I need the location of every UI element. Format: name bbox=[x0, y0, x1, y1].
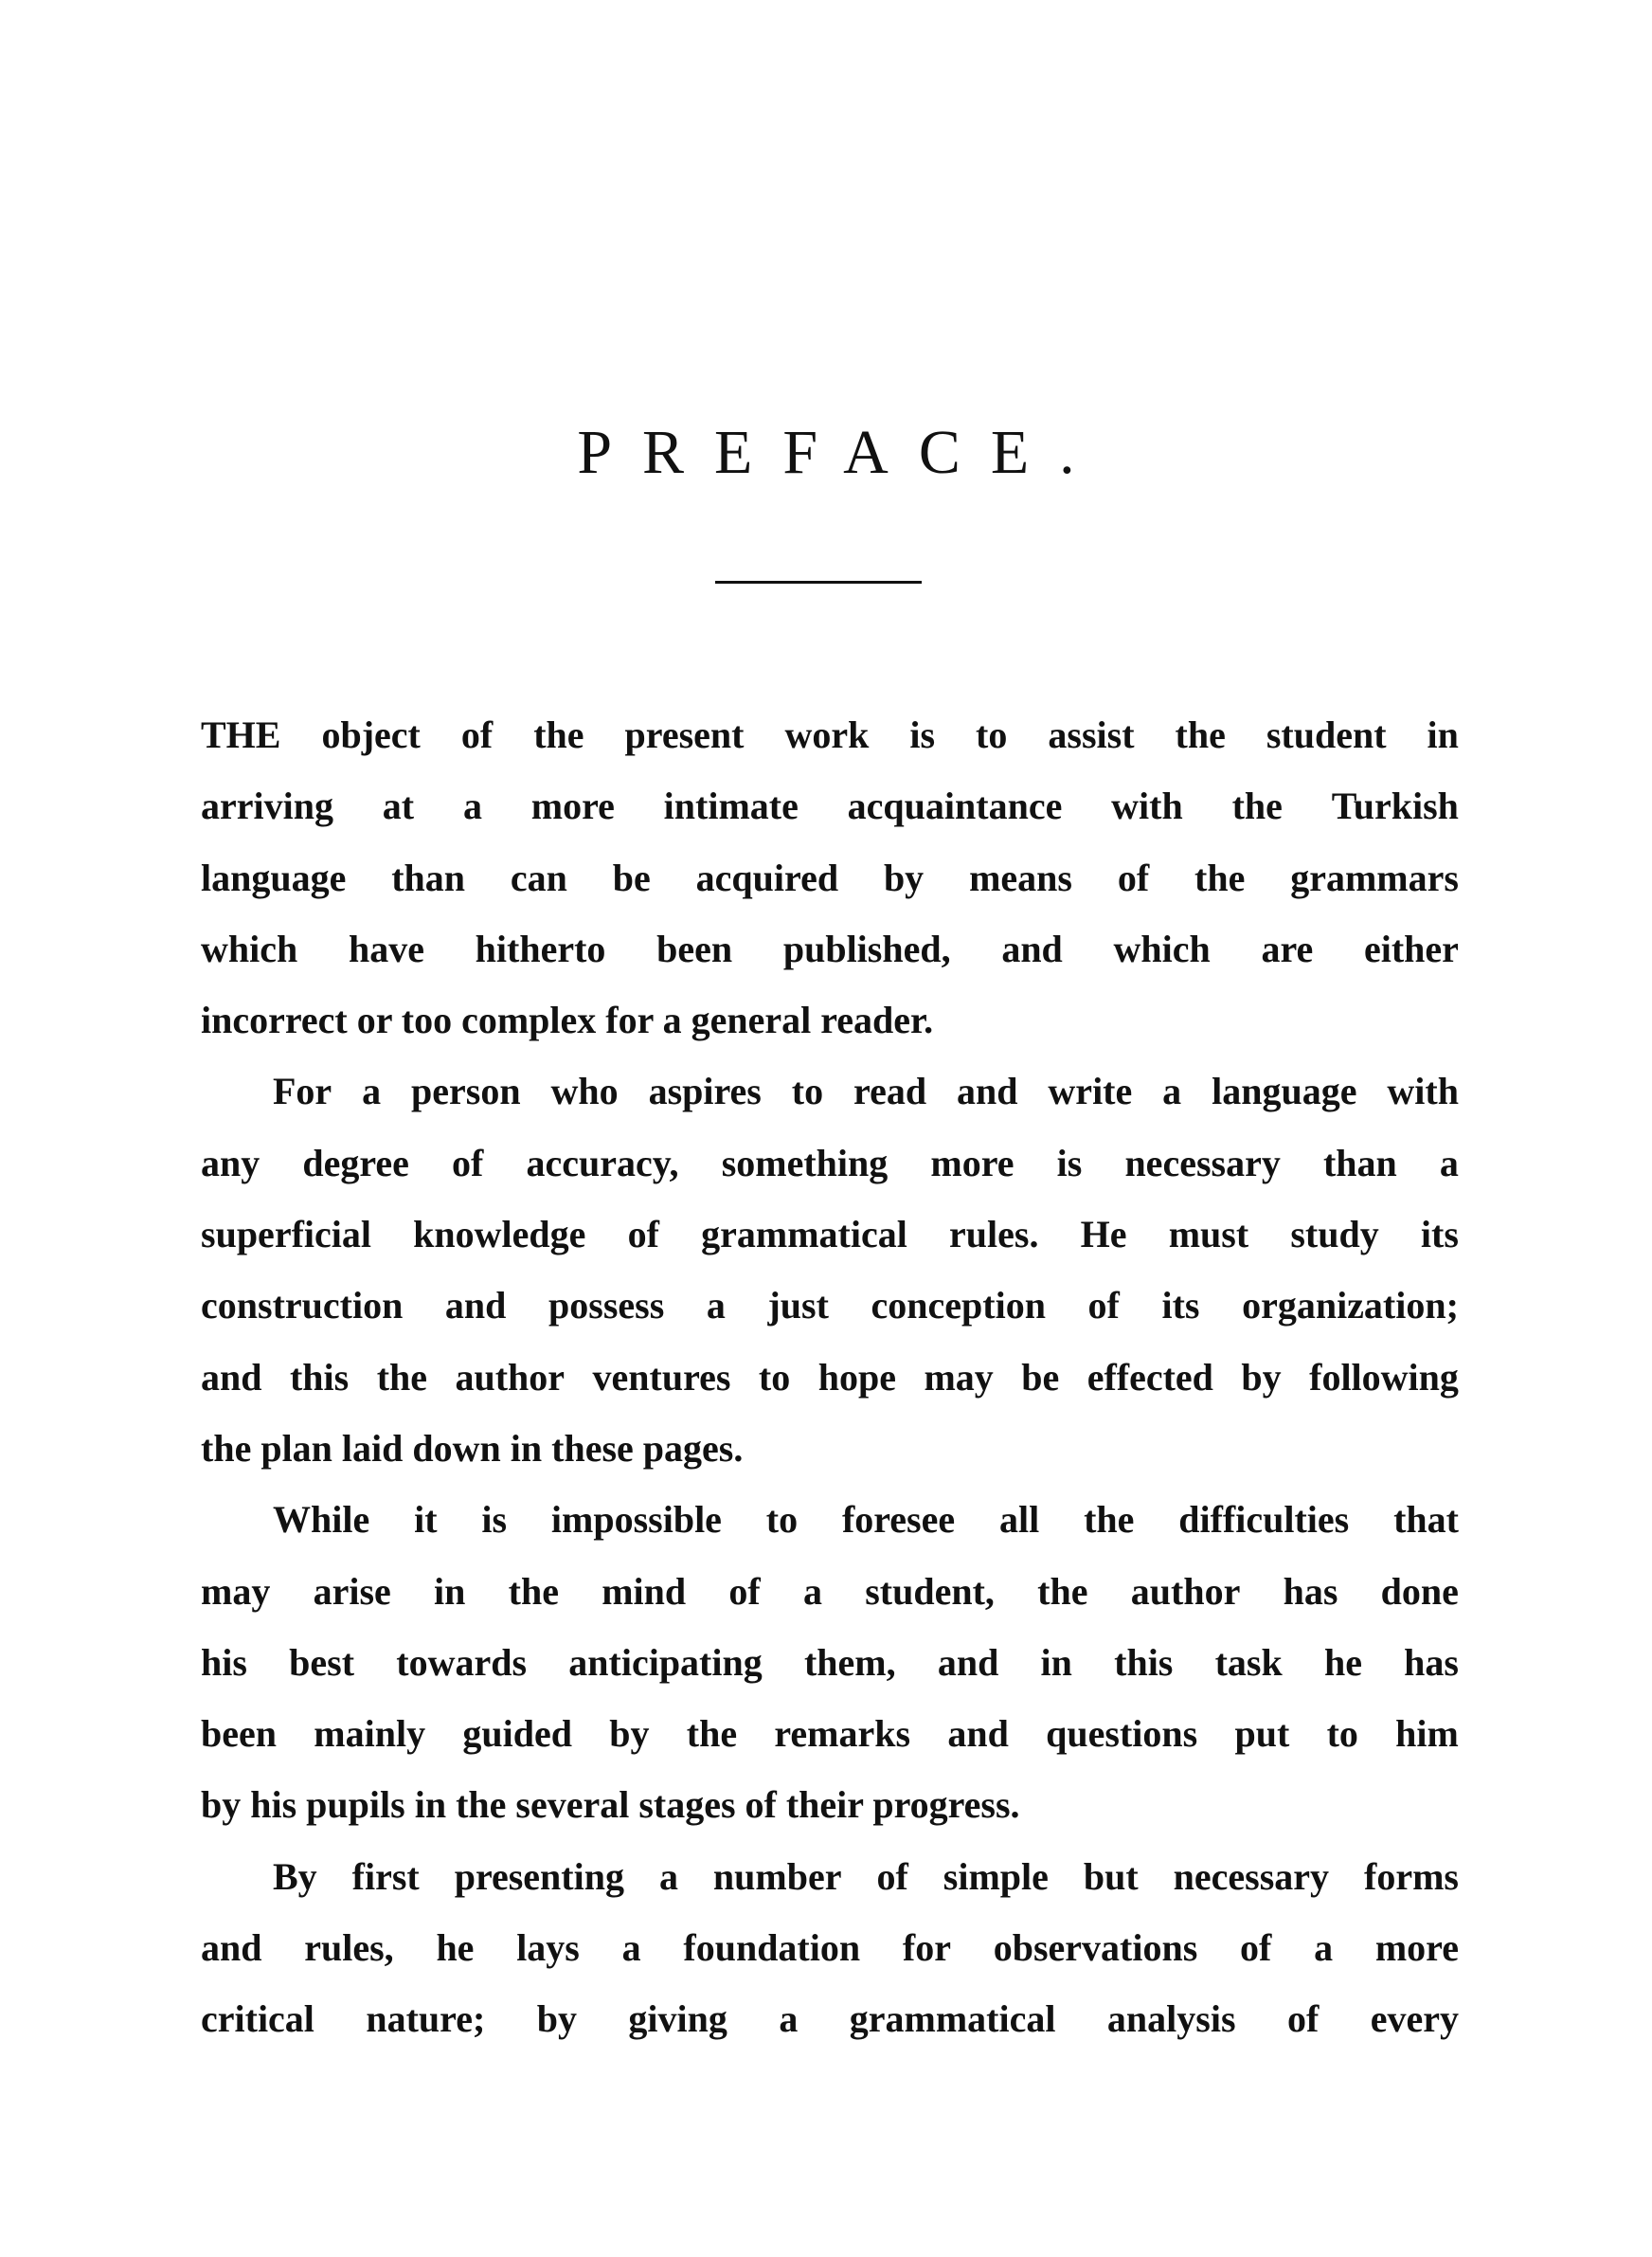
paragraph-4 bbox=[201, 1841, 1459, 2055]
preface-body bbox=[201, 699, 1459, 2055]
text-line: critical nature; by giving a grammatical analysis of every bbox=[201, 1997, 1459, 2041]
text-line: which have hitherto been published, and which are either bbox=[201, 927, 1459, 970]
paragraph-1 bbox=[201, 699, 1459, 1056]
text-line: By first presenting a number of simple but necessary forms bbox=[273, 1854, 1459, 1898]
paragraph-2 bbox=[201, 1056, 1459, 1484]
text-line: THE object of the present work is to assist the student in bbox=[201, 713, 1459, 756]
text-line: language than can be acquired by means of the grammars bbox=[201, 856, 1459, 899]
text-line: his best towards anticipating them, and in this task he has bbox=[201, 1640, 1459, 1684]
text-line: by his pupils in the several stages of their progress. bbox=[201, 1783, 1020, 1827]
text-line: While it is impossible to foresee all the difficulties that bbox=[273, 1498, 1459, 1542]
title-rule bbox=[715, 581, 922, 584]
text-line: and rules, he lays a foundation for observations of a more bbox=[201, 1926, 1459, 1970]
text-line: superficial knowledge of grammatical rules. He must study its bbox=[201, 1213, 1459, 1256]
text-line: incorrect or too complex for a general reader. bbox=[201, 999, 934, 1042]
page-title: PREFACE. bbox=[577, 418, 1105, 487]
text-line: construction and possess a just conception of its organization; bbox=[201, 1284, 1459, 1327]
text-line: any degree of accuracy, something more is necessary than a bbox=[201, 1141, 1459, 1184]
text-line: the plan laid down in these pages. bbox=[201, 1426, 744, 1470]
text-line: may arise in the mind of a student, the author has done bbox=[201, 1569, 1459, 1613]
text-line: and this the author ventures to hope may be effected by following bbox=[201, 1355, 1459, 1399]
text-line: arriving at a more intimate acquaintance with the Turkish bbox=[201, 785, 1459, 828]
text-line: For a person who aspires to read and write a language with bbox=[273, 1070, 1459, 1113]
text-line: been mainly guided by the remarks and questions put to him bbox=[201, 1712, 1459, 1756]
paragraph-3 bbox=[201, 1484, 1459, 1840]
